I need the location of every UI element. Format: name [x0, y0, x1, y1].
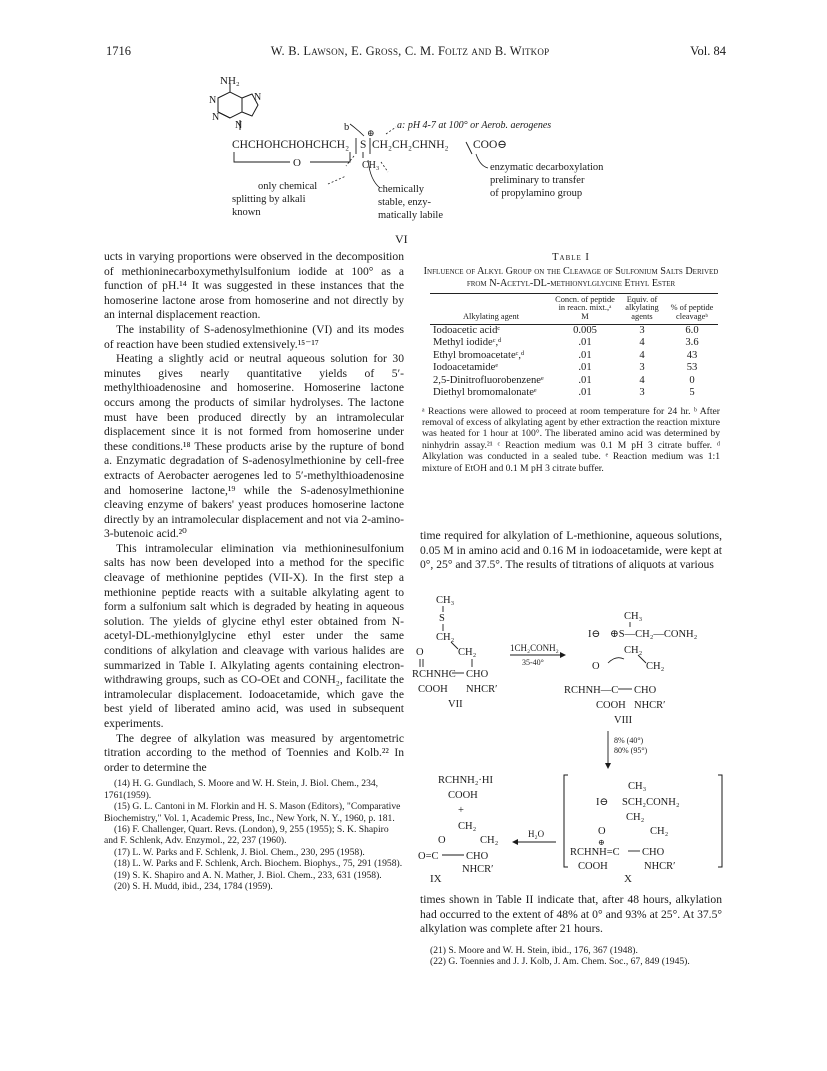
reference-16: (16) F. Challenger, Quart. Revs. (London), 9, 255 (1955); S. K. Shapiro and F. Schlenk, Adv. Enzymol., 22, 237 (1960).	[104, 824, 389, 847]
ix-carbonyl: O=C	[418, 851, 439, 862]
figure-s-adenosylmethionine	[190, 72, 630, 247]
table-cell: 0.005	[573, 324, 597, 336]
enzymatic-note-arrow	[476, 154, 488, 168]
ribose-oxygen: O	[293, 157, 301, 169]
volume-label: Vol. 84	[690, 44, 726, 58]
right-column-bottom	[420, 893, 722, 968]
bond-line	[638, 655, 646, 663]
bracket-right	[718, 775, 722, 867]
x-nhcr: NHCR′	[644, 861, 676, 872]
vii-methyl: CH₃	[436, 595, 455, 606]
reference-14: (14) H. G. Gundlach, S. Moore and W. H. Stein, J. Biol. Chem., 234, 1761(1959).	[104, 778, 379, 801]
methyl-note-arrow-2	[381, 162, 388, 172]
paragraph-3: Heating a slightly acid or neutral aqueous solution for 30 minutes gives nearly quantitative yields of 5′-methylthioadenosine and homoserine. Homoserine lactone occurs among the products of similar hydrolyses. The lactone must have been produced directly by an intramolecular displacement since it is not formed from homoserine under these conditions.¹⁸ These products arise by the rupture of bond a. Enzymatic degradation of S-adenosylmethionine by cell-free extracts of Aerobacter aerogenes led to 5′-methylthioadenosine and homoserine lactone,¹⁹ while the S-adenosylmethionine cleaving enzyme of bakers' yeast produces homoserine lactone directly by an intramolecular displacement and not via 2-amino-3-butenoic acid.²⁰	[104, 352, 404, 541]
viii-ch2-ring: CH₂	[646, 661, 665, 672]
data-table	[430, 293, 718, 400]
table-cell: 3.6	[685, 337, 699, 349]
table-1	[418, 252, 724, 474]
hydrolysis-arrow-head	[512, 839, 518, 845]
chemical-note-line-3: known	[232, 207, 261, 218]
down-arrow-head	[605, 763, 611, 769]
table-number: Table I	[552, 252, 590, 263]
sulfonium-atom: S	[360, 139, 367, 151]
compound-label-x: X	[624, 873, 632, 885]
page-number: 1716	[106, 44, 131, 58]
table-title: Influence of Alkyl Group on the Cleavage of Sulfonium Salts Derived from N-Acetyl-DL-methionylglycine Ethyl Ester	[423, 266, 719, 290]
x-cooh: COOH	[578, 861, 608, 872]
vii-cho: CHO	[466, 669, 489, 680]
ribose-chain: CHCHOHCHOHCHCH₂	[232, 139, 350, 151]
chemical-note-line-2: splitting by alkali	[232, 194, 306, 205]
paragraph-right-1: time required for alkylation of L-methionine, aqueous solutions, 0.05 M in amino acid and 0.16 M in iodoacetamide, were kept at 0°, 25° and 37.5°. The results of titrations of aliquots at various	[420, 529, 722, 572]
table-cell: 4	[639, 374, 645, 386]
footnote-references	[104, 778, 404, 892]
table-cell: .01	[578, 387, 592, 399]
reference-20: (20) S. H. Mudd, ibid., 234, 1784 (1959).	[114, 881, 273, 893]
table-header-row	[430, 293, 718, 324]
table-cell: 6.0	[685, 324, 699, 336]
reference-17: (17) L. W. Parks and F. Schlenk, J. Biol. Chem., 230, 295 (1958).	[114, 846, 365, 858]
table-cell: 4	[639, 337, 645, 349]
bond-b-arrow	[350, 124, 364, 136]
bond-line	[451, 642, 458, 649]
column-header: Alkylating agent	[430, 293, 552, 324]
paragraph-4: This intramolecular elimination via methioninesulfonium salts has now been developed into a method for the specific cleavage of methionine peptides (VII-X). In the first step a methionine peptide reacts with a suitable alkylating agent to form a sulfonium salt which is degraded by heating in aqueous solution. The yields of glycine ethyl ester obtained from N-acetyl-DL-methionylglycine ethyl ester under the same conditions of alkylation and cleavage with various halides are summarized in Table I. Alkylating agents containing electron-withdrawing groups, such as CO-OEt and CONH₂, facilitate the intramolecular displacement. Iodoacetamide, which gave the best yield of liberated amino acid, was used in subsequent experiments.	[104, 541, 404, 730]
bracket-left	[564, 775, 568, 867]
reference-18: (18) L. W. Parks and F. Schlenk, Arch. Biochem. Biophys., 75, 291 (1958).	[114, 858, 403, 870]
table-cell: Diethyl bromomalonateᵉ	[433, 387, 537, 399]
reference-22: (22) G. Toennies and J. J. Kolb, J. Am. Chem. Soc., 67, 849 (1945).	[430, 956, 690, 968]
vii-oxygen: O	[416, 647, 424, 658]
table-footnotes: ᵃ Reactions were allowed to proceed at room temperature for 24 hr. ᵇ After removal of excess of alkylating agent by ether extraction the reaction mixture was heated for 1 hour at 100°. The liberated amino acid was determined by ninhydrin assay.²¹ ᶜ Reaction medium was 0.1 M pH 3 citrate buffer. ᵈ Alkylation was conducted in a sealed tube. ᵉ Reaction medium was 1:1 mixture of EtOH and 0.1 M pH 3 citrate buffer.	[422, 405, 720, 474]
table-cell: 5	[689, 387, 695, 399]
table-cell: 2,5-Dinitrofluorobenzeneᵉ	[433, 374, 544, 386]
purine-n2: N	[254, 92, 262, 103]
viii-methyl: CH₃	[624, 611, 643, 622]
ix-nhcr: NHCR′	[462, 864, 494, 875]
carboxylate: COO⊖	[473, 139, 507, 151]
table-row	[430, 375, 718, 388]
table-cell: .01	[578, 362, 592, 374]
methyl-group: CH₃	[362, 160, 380, 171]
viii-label: VIII	[614, 715, 633, 726]
column-header: Equiv. of alkylating agents	[618, 293, 666, 324]
paragraph-1: ucts in varying proportions were observed in the decomposition of methioninecarboxymethylsulfonium iodide at 100° as a function of pH.¹⁴ It was suggested in these instances that the homoserine lactone arose from homoserine and not directly by an internal displacement reaction.	[104, 250, 404, 322]
column-header: % of peptide cleavageᵇ	[666, 293, 718, 324]
reference-21: (21) S. Moore and W. H. Stein, ibid., 176, 367 (1948).	[430, 944, 638, 956]
column-header: Concn. of peptide in reacn. mixt.,ᵃ M	[552, 293, 618, 324]
purine-n4: N	[235, 120, 243, 131]
vii-cooh: COOH	[418, 684, 448, 695]
right-column-top	[420, 529, 722, 573]
viii-rchnh: RCHNH—C	[564, 685, 619, 696]
chemical-note-line-1: only chemical	[258, 181, 318, 192]
viii-nhcr: NHCR′	[634, 700, 666, 711]
paragraph-5: The degree of alkylation was measured by argentometric titration according to the method of Toennies and Kolb.²² In order to determine the	[104, 731, 404, 774]
table-row	[430, 324, 718, 337]
table-cell: Iodoacetic acidᶜ	[433, 324, 501, 336]
yield-40c: 8% (40°)	[614, 736, 644, 745]
curved-electron-arrow	[608, 658, 624, 663]
ix-ch2-upper: CH₂	[458, 821, 477, 832]
x-oxygen: O	[598, 826, 606, 837]
bond-a-label: a: pH 4-7 at 100° or Aerob. aerogenes	[397, 120, 552, 131]
reaction-scheme	[412, 593, 726, 875]
table-cell: .01	[578, 337, 592, 349]
table-row	[430, 387, 718, 400]
x-plus: ⊕	[598, 838, 605, 847]
paragraph-2: The instability of S-adenosylmethionine (VI) and its modes of reaction have been studied extensively.¹⁵⁻¹⁷	[104, 322, 404, 351]
x-methyl: CH₃	[628, 781, 647, 792]
stable-note-line-2: stable, enzy-	[378, 197, 432, 208]
vii-label: VII	[448, 699, 463, 710]
vii-nhcr: NHCR′	[466, 684, 498, 695]
x-sulfur-group: SCH₂CONH₂	[622, 797, 680, 808]
vii-rchnhc: RCHNHC	[412, 669, 456, 680]
viii-iodide: I⊖	[588, 629, 601, 640]
homoserine-chain: CH₂CH₂CHNH₂	[372, 139, 449, 151]
vii-ch2-ring: CH₂	[458, 647, 477, 658]
x-ch2-upper: CH₂	[626, 812, 645, 823]
stable-note-line-3: matically labile	[378, 210, 444, 221]
table-cell: 3	[639, 362, 645, 374]
enzymatic-note-line-3: of propylamino group	[490, 188, 583, 199]
table-row	[430, 337, 718, 350]
running-head-authors: W. B. Lawson, E. Gross, C. M. Foltz and B. Witkop	[270, 44, 550, 58]
viii-ch2-upper: CH₂	[624, 645, 643, 656]
table-cell: Iodoacetamideᵉ	[433, 362, 499, 374]
chemical-note-arrow	[328, 176, 346, 184]
table-cell: Ethyl bromoacetateᶜ,ᵈ	[433, 349, 525, 361]
water-label: H₂O	[528, 829, 545, 839]
sulfonium-plus: ⊕	[367, 128, 375, 138]
reference-15: (15) G. L. Cantoni in M. Florkin and H. S. Mason (Editors), "Comparative Biochemistry," Vol. 1, Academic Press, Inc., New York, N. Y., 1960, p. 181.	[104, 801, 401, 824]
x-rchnh: RCHNH=C	[570, 847, 620, 858]
vii-ch2-upper: CH₂	[436, 632, 455, 643]
table-cell: 4	[639, 349, 645, 361]
viii-sulfonium: ⊕S—CH₂—CONH₂	[610, 629, 698, 640]
ix-plus: +	[458, 805, 464, 816]
viii-cooh: COOH	[596, 700, 626, 711]
purine-n3: N	[212, 112, 220, 123]
ix-cooh: COOH	[448, 790, 478, 801]
compound-label-vi: VI	[395, 232, 408, 246]
table-cell: Methyl iodideᶜ,ᵈ	[433, 337, 502, 349]
ix-amine-salt: RCHNH₂·HI	[438, 775, 493, 786]
ix-ch2-ring: CH₂	[480, 835, 499, 846]
vii-sulfur: S	[439, 613, 445, 624]
reagent-iodoacetamide: 1CH₂CONH₂	[510, 643, 559, 653]
ix-oxygen: O	[438, 835, 446, 846]
compound-label-ix: IX	[430, 873, 442, 885]
reaction-arrow-head	[560, 652, 566, 658]
enzymatic-note-line-1: enzymatic decarboxylation	[490, 162, 604, 173]
stable-note-line-1: chemically	[378, 184, 425, 195]
yield-95c: 80% (95°)	[614, 746, 648, 755]
table-cell: 3	[639, 324, 645, 336]
table-cell: .01	[578, 374, 592, 386]
bond-a-arrow	[386, 127, 396, 134]
table-cell: 0	[689, 374, 695, 386]
ribose-ring-bond	[234, 152, 350, 162]
purine-n1: N	[209, 95, 217, 106]
reagent-temperature: 35-40°	[522, 658, 544, 667]
table-cell: 43	[686, 349, 698, 361]
decarboxylation-mark	[466, 142, 472, 154]
x-iodide: I⊖	[596, 797, 609, 808]
footnote-references-right	[420, 945, 722, 968]
amine-group: NH₂	[220, 75, 240, 87]
left-column	[104, 250, 404, 892]
viii-oxygen: O	[592, 661, 600, 672]
table-cell: 3	[639, 387, 645, 399]
paragraph-right-2: times shown in Table II indicate that, after 48 hours, alkylation had occurred to the extent of 48% at 0° and 93% at 25°. At 37.5° alkylation was complete after 21 hours.	[420, 893, 722, 936]
table-row	[430, 350, 718, 363]
table-cell: 53	[686, 362, 698, 374]
x-cho: CHO	[642, 847, 665, 858]
table-cell: .01	[578, 349, 592, 361]
x-ch2-ring: CH₂	[650, 826, 669, 837]
ix-cho: CHO	[466, 851, 489, 862]
enzymatic-note-line-2: preliminary to transfer	[490, 175, 585, 186]
bond-b-label: b	[344, 122, 350, 133]
reference-19: (19) S. K. Shapiro and A. N. Mather, J. Biol. Chem., 233, 631 (1958).	[114, 869, 382, 881]
table-row	[430, 362, 718, 375]
viii-cho: CHO	[634, 685, 657, 696]
